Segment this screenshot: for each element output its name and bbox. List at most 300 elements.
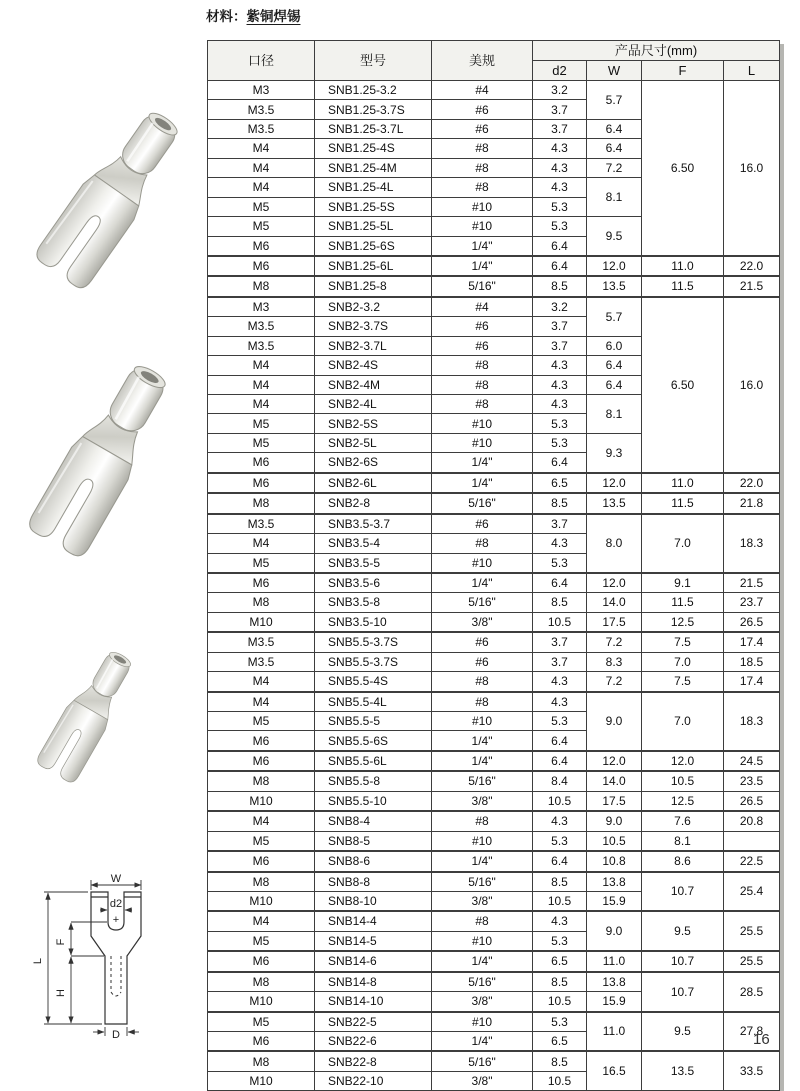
table-cell: 26.5 <box>724 612 780 632</box>
table-cell: SNB2-6L <box>315 473 432 493</box>
table-cell: 3/8" <box>432 612 533 632</box>
table-cell: 6.4 <box>587 375 642 394</box>
table-cell: 5.3 <box>533 931 587 951</box>
table-cell: #8 <box>432 158 533 177</box>
table-cell: 5/16" <box>432 276 533 296</box>
table-cell: SNB1.25-4S <box>315 139 432 158</box>
table-cell: 27.8 <box>724 1012 780 1052</box>
table-cell: SNB5.5-5 <box>315 712 432 731</box>
table-cell: SNB14-8 <box>315 972 432 992</box>
table-cell: 5.7 <box>587 297 642 336</box>
table-cell: #8 <box>432 375 533 394</box>
table-cell: M3.5 <box>208 100 315 119</box>
table-cell: 18.3 <box>724 692 780 751</box>
plus-mark: + <box>112 914 120 926</box>
table-cell: 6.4 <box>533 256 587 276</box>
table-cell: 7.2 <box>587 632 642 652</box>
table-cell: 8.1 <box>587 395 642 434</box>
table-cell: 21.5 <box>724 573 780 593</box>
table-cell: 7.5 <box>642 632 724 652</box>
table-cell: #8 <box>432 534 533 553</box>
table-cell: 10.7 <box>642 951 724 971</box>
table-cell: 10.7 <box>642 972 724 1012</box>
table-cell: 15.9 <box>587 891 642 911</box>
table-cell: M5 <box>208 831 315 851</box>
table-cell: M3.5 <box>208 317 315 336</box>
table-row <box>208 672 780 692</box>
table-cell: 10.5 <box>587 831 642 851</box>
spec-table-body <box>208 81 780 1091</box>
table-cell: SNB2-4M <box>315 375 432 394</box>
table-cell: 7.0 <box>642 692 724 751</box>
table-cell: 13.5 <box>587 493 642 513</box>
table-cell: SNB3.5-3.7 <box>315 514 432 534</box>
table-row <box>208 473 780 493</box>
table-cell: 5.3 <box>533 831 587 851</box>
table-cell: M3.5 <box>208 336 315 355</box>
table-cell: #10 <box>432 1012 533 1032</box>
table-cell: 4.3 <box>533 911 587 931</box>
table-row <box>208 297 780 317</box>
table-cell: #10 <box>432 831 533 851</box>
table-cell: M5 <box>208 1012 315 1032</box>
table-cell: M3 <box>208 81 315 100</box>
table-cell: 5/16" <box>432 972 533 992</box>
table-cell: 6.4 <box>587 139 642 158</box>
table-cell: SNB1.25-8 <box>315 276 432 296</box>
table-cell: 12.0 <box>642 751 724 771</box>
table-cell: 8.4 <box>533 771 587 791</box>
table-cell: SNB1.25-4M <box>315 158 432 177</box>
table-cell: #6 <box>432 336 533 355</box>
table-cell: 4.3 <box>533 139 587 158</box>
table-cell: 4.3 <box>533 158 587 177</box>
header-w: W <box>587 61 642 81</box>
table-cell: M6 <box>208 851 315 871</box>
table-cell: #10 <box>432 931 533 951</box>
table-cell: M4 <box>208 672 315 692</box>
table-cell: SNB3.5-4 <box>315 534 432 553</box>
table-cell: SNB1.25-6L <box>315 256 432 276</box>
table-cell: 1/4" <box>432 751 533 771</box>
table-cell: #6 <box>432 514 533 534</box>
table-cell: 9.5 <box>587 217 642 256</box>
table-cell: 5.3 <box>533 414 587 433</box>
table-cell: 3/8" <box>432 1071 533 1090</box>
table-cell: 12.0 <box>587 751 642 771</box>
table-cell: 23.5 <box>724 771 780 791</box>
table-cell: M10 <box>208 1071 315 1090</box>
table-row <box>208 256 780 276</box>
table-cell: 6.4 <box>533 236 587 256</box>
table-cell: 20.8 <box>724 811 780 831</box>
table-cell: 5/16" <box>432 872 533 892</box>
table-cell: 25.4 <box>724 872 780 912</box>
table-cell: 13.5 <box>587 276 642 296</box>
table-cell: 12.0 <box>587 473 642 493</box>
table-cell: 9.0 <box>587 811 642 831</box>
table-cell: M6 <box>208 573 315 593</box>
table-cell: M3 <box>208 297 315 317</box>
table-cell: SNB5.5-4L <box>315 692 432 712</box>
table-cell: #10 <box>432 197 533 216</box>
header-us-spec: 美规 <box>432 41 533 81</box>
table-cell: SNB8-5 <box>315 831 432 851</box>
table-cell: SNB22-6 <box>315 1032 432 1052</box>
table-cell: 9.0 <box>587 692 642 751</box>
table-cell: 6.4 <box>533 573 587 593</box>
table-cell: M5 <box>208 433 315 452</box>
table-cell: 4.3 <box>533 178 587 197</box>
table-cell: 17.4 <box>724 632 780 652</box>
table-cell: 17.4 <box>724 672 780 692</box>
table-cell: 3.7 <box>533 652 587 671</box>
table-cell: M4 <box>208 911 315 931</box>
table-cell: M4 <box>208 375 315 394</box>
table-cell: 24.5 <box>724 751 780 771</box>
table-cell: M10 <box>208 791 315 811</box>
table-cell: 8.1 <box>642 831 724 851</box>
table-cell: 8.5 <box>533 872 587 892</box>
table-cell: 6.5 <box>533 951 587 971</box>
table-cell: SNB22-10 <box>315 1071 432 1090</box>
table-cell: 5.3 <box>533 433 587 452</box>
table-cell: SNB5.5-3.7S <box>315 652 432 671</box>
table-cell: 9.5 <box>642 911 724 951</box>
table-row <box>208 951 780 971</box>
table-cell: 4.3 <box>533 375 587 394</box>
table-cell: #6 <box>432 632 533 652</box>
table-cell: M3.5 <box>208 632 315 652</box>
spec-table-header <box>208 41 780 81</box>
table-cell: M8 <box>208 593 315 612</box>
table-cell: 9.1 <box>642 573 724 593</box>
table-cell: #10 <box>432 217 533 236</box>
table-cell: SNB2-3.7S <box>315 317 432 336</box>
table-cell: M8 <box>208 1051 315 1071</box>
table-cell: 16.0 <box>724 81 780 256</box>
table-cell: SNB1.25-3.7S <box>315 100 432 119</box>
table-cell: #4 <box>432 81 533 100</box>
table-row <box>208 573 780 593</box>
table-cell: 3/8" <box>432 791 533 811</box>
table-cell: 12.0 <box>587 256 642 276</box>
table-cell: SNB2-4S <box>315 356 432 375</box>
table-cell: #10 <box>432 712 533 731</box>
table-cell: SNB2-6S <box>315 453 432 473</box>
table-cell: SNB8-10 <box>315 891 432 911</box>
table-cell: SNB5.5-8 <box>315 771 432 791</box>
table-cell: SNB5.5-4S <box>315 672 432 692</box>
table-cell: M5 <box>208 197 315 216</box>
table-cell: 5/16" <box>432 593 533 612</box>
table-cell: SNB3.5-8 <box>315 593 432 612</box>
table-cell: M4 <box>208 811 315 831</box>
table-cell: 11.0 <box>587 1012 642 1052</box>
table-cell: 1/4" <box>432 473 533 493</box>
table-cell: #6 <box>432 100 533 119</box>
table-cell: M6 <box>208 951 315 971</box>
table-row <box>208 872 780 892</box>
table-cell: 8.5 <box>533 593 587 612</box>
table-cell: 8.5 <box>533 493 587 513</box>
table-cell: 3.7 <box>533 632 587 652</box>
spec-table <box>207 40 780 1091</box>
table-cell: 1/4" <box>432 951 533 971</box>
table-cell: 3.7 <box>533 100 587 119</box>
table-cell: 3.7 <box>533 514 587 534</box>
table-cell: 10.8 <box>587 851 642 871</box>
table-row <box>208 593 780 612</box>
table-cell: SNB14-6 <box>315 951 432 971</box>
table-cell: 9.5 <box>642 1012 724 1052</box>
dim-label-l: L <box>32 957 44 965</box>
table-cell: M6 <box>208 236 315 256</box>
table-cell: 7.5 <box>642 672 724 692</box>
table-cell: 7.6 <box>642 811 724 831</box>
table-cell: 11.0 <box>642 256 724 276</box>
table-cell: 11.0 <box>587 951 642 971</box>
table-cell: 33.5 <box>724 1051 780 1090</box>
table-cell: 6.0 <box>587 336 642 355</box>
table-cell: M4 <box>208 692 315 712</box>
table-cell: SNB14-4 <box>315 911 432 931</box>
table-cell: SNB2-5L <box>315 433 432 452</box>
table-cell: SNB2-8 <box>315 493 432 513</box>
table-cell: 22.0 <box>724 473 780 493</box>
table-cell: 11.5 <box>642 593 724 612</box>
table-cell: 7.0 <box>642 514 724 573</box>
table-cell: SNB8-4 <box>315 811 432 831</box>
table-cell: 21.8 <box>724 493 780 513</box>
table-cell: SNB5.5-6L <box>315 751 432 771</box>
table-cell: #8 <box>432 356 533 375</box>
table-cell: 15.9 <box>587 992 642 1012</box>
table-cell: SNB2-3.2 <box>315 297 432 317</box>
table-cell: M4 <box>208 534 315 553</box>
table-cell: 6.4 <box>533 751 587 771</box>
table-cell: 5.3 <box>533 1012 587 1032</box>
table-row <box>208 751 780 771</box>
table-cell: 25.5 <box>724 951 780 971</box>
table-cell: M4 <box>208 139 315 158</box>
header-f: F <box>642 61 724 81</box>
table-cell: M5 <box>208 712 315 731</box>
table-cell: SNB1.25-3.2 <box>315 81 432 100</box>
table-cell: 4.3 <box>533 534 587 553</box>
table-cell: 17.5 <box>587 791 642 811</box>
table-cell: 6.5 <box>533 1032 587 1052</box>
table-cell: 12.5 <box>642 791 724 811</box>
table-cell: 3.7 <box>533 119 587 138</box>
table-row <box>208 831 780 851</box>
product-photo-2 <box>8 338 193 578</box>
table-cell: M4 <box>208 178 315 197</box>
table-cell: 8.3 <box>587 652 642 671</box>
table-cell: M8 <box>208 276 315 296</box>
table-cell: 1/4" <box>432 236 533 256</box>
table-row <box>208 771 780 791</box>
table-cell: SNB5.5-6S <box>315 731 432 751</box>
table-cell: M5 <box>208 931 315 951</box>
table-cell: 21.5 <box>724 276 780 296</box>
table-cell: 5.3 <box>533 553 587 573</box>
table-cell: #8 <box>432 911 533 931</box>
table-cell: 6.4 <box>533 453 587 473</box>
dim-label-w: W <box>110 873 122 885</box>
page-number: 16 <box>753 1031 770 1048</box>
table-cell: M5 <box>208 217 315 236</box>
table-cell: 8.5 <box>533 972 587 992</box>
table-cell: SNB1.25-4L <box>315 178 432 197</box>
table-cell: #8 <box>432 672 533 692</box>
table-cell: 28.5 <box>724 972 780 1012</box>
table-cell: #6 <box>432 317 533 336</box>
header-d2: d2 <box>533 61 587 81</box>
table-cell: M4 <box>208 395 315 414</box>
table-cell: 7.2 <box>587 672 642 692</box>
table-cell: #6 <box>432 119 533 138</box>
material-value: 紫铜焊锡 <box>246 9 301 24</box>
table-cell: SNB1.25-6S <box>315 236 432 256</box>
material-title <box>206 5 301 25</box>
table-cell: 18.5 <box>724 652 780 671</box>
table-cell: #8 <box>432 178 533 197</box>
table-cell: M6 <box>208 453 315 473</box>
table-cell: 12.0 <box>587 573 642 593</box>
table-cell: 8.5 <box>533 1051 587 1071</box>
table-cell: M10 <box>208 992 315 1012</box>
table-cell: 14.0 <box>587 593 642 612</box>
table-cell: 7.2 <box>587 158 642 177</box>
table-cell: 11.0 <box>642 473 724 493</box>
table-cell: 10.5 <box>642 771 724 791</box>
table-cell: 1/4" <box>432 256 533 276</box>
table-row <box>208 652 780 671</box>
table-cell: 16.5 <box>587 1051 642 1090</box>
table-row <box>208 692 780 712</box>
table-cell: M8 <box>208 872 315 892</box>
table-cell: 22.5 <box>724 851 780 871</box>
table-cell: 8.0 <box>587 514 642 573</box>
table-cell: 13.5 <box>642 1051 724 1090</box>
table-cell: 1/4" <box>432 851 533 871</box>
table-cell: 9.3 <box>587 433 642 472</box>
table-cell: SNB3.5-6 <box>315 573 432 593</box>
header-row-1 <box>208 41 780 61</box>
table-row <box>208 493 780 513</box>
table-cell: 22.0 <box>724 256 780 276</box>
table-row <box>208 851 780 871</box>
table-cell: 1/4" <box>432 453 533 473</box>
table-cell: SNB3.5-5 <box>315 553 432 573</box>
table-cell: 13.8 <box>587 972 642 992</box>
table-cell: 3/8" <box>432 891 533 911</box>
table-cell: 14.0 <box>587 771 642 791</box>
table-cell: 5.3 <box>533 217 587 236</box>
table-cell: 1/4" <box>432 731 533 751</box>
table-cell: SNB14-5 <box>315 931 432 951</box>
product-photo-3 <box>8 635 168 795</box>
table-cell <box>724 831 780 851</box>
table-row <box>208 632 780 652</box>
table-row <box>208 1051 780 1071</box>
table-row <box>208 514 780 534</box>
table-cell: SNB1.25-5S <box>315 197 432 216</box>
table-cell: 11.5 <box>642 493 724 513</box>
table-cell: #8 <box>432 395 533 414</box>
table-cell: 10.7 <box>642 872 724 912</box>
table-cell: M3.5 <box>208 119 315 138</box>
table-cell: 5/16" <box>432 771 533 791</box>
table-row <box>208 911 780 931</box>
table-cell: M4 <box>208 356 315 375</box>
table-cell: M3.5 <box>208 514 315 534</box>
table-cell: #8 <box>432 692 533 712</box>
table-cell: 5.3 <box>533 197 587 216</box>
dim-label-f: F <box>55 938 67 946</box>
table-cell: SNB22-5 <box>315 1012 432 1032</box>
table-cell: SNB5.5-10 <box>315 791 432 811</box>
table-cell: SNB1.25-3.7L <box>315 119 432 138</box>
table-cell: 4.3 <box>533 672 587 692</box>
header-caliber: 口径 <box>208 41 315 81</box>
dim-label-d: D <box>112 1029 120 1041</box>
table-cell: 5.3 <box>533 712 587 731</box>
table-cell: #6 <box>432 652 533 671</box>
table-cell: M5 <box>208 414 315 433</box>
table-cell: 3.7 <box>533 336 587 355</box>
table-cell: 6.50 <box>642 297 724 473</box>
table-cell: 16.0 <box>724 297 780 473</box>
header-dims-group: 产品尺寸(mm) <box>533 41 780 61</box>
table-cell: M3.5 <box>208 652 315 671</box>
table-row <box>208 791 780 811</box>
table-cell: 4.3 <box>533 692 587 712</box>
table-cell: 18.3 <box>724 514 780 573</box>
table-cell: #10 <box>432 414 533 433</box>
table-cell: M8 <box>208 972 315 992</box>
table-cell: #10 <box>432 553 533 573</box>
table-cell: 1/4" <box>432 573 533 593</box>
table-cell: SNB3.5-10 <box>315 612 432 632</box>
table-cell: #8 <box>432 139 533 158</box>
table-cell: SNB8-8 <box>315 872 432 892</box>
table-cell: 5/16" <box>432 1051 533 1071</box>
table-row <box>208 81 780 100</box>
table-cell: SNB22-8 <box>315 1051 432 1071</box>
table-cell: 4.3 <box>533 356 587 375</box>
table-cell: 7.0 <box>642 652 724 671</box>
table-cell: 23.7 <box>724 593 780 612</box>
table-cell: 26.5 <box>724 791 780 811</box>
table-cell: 4.3 <box>533 395 587 414</box>
table-cell: SNB2-3.7L <box>315 336 432 355</box>
table-cell: #10 <box>432 433 533 452</box>
table-cell: 1/4" <box>432 1032 533 1052</box>
table-cell: 3.2 <box>533 81 587 100</box>
table-cell: M4 <box>208 158 315 177</box>
table-cell: 3.7 <box>533 317 587 336</box>
table-cell: SNB5.5-3.7S <box>315 632 432 652</box>
table-row <box>208 1012 780 1032</box>
table-cell: 11.5 <box>642 276 724 296</box>
table-cell: 3.2 <box>533 297 587 317</box>
table-cell: 10.5 <box>533 992 587 1012</box>
table-cell: 17.5 <box>587 612 642 632</box>
table-cell: 5.7 <box>587 81 642 120</box>
table-cell: M6 <box>208 256 315 276</box>
